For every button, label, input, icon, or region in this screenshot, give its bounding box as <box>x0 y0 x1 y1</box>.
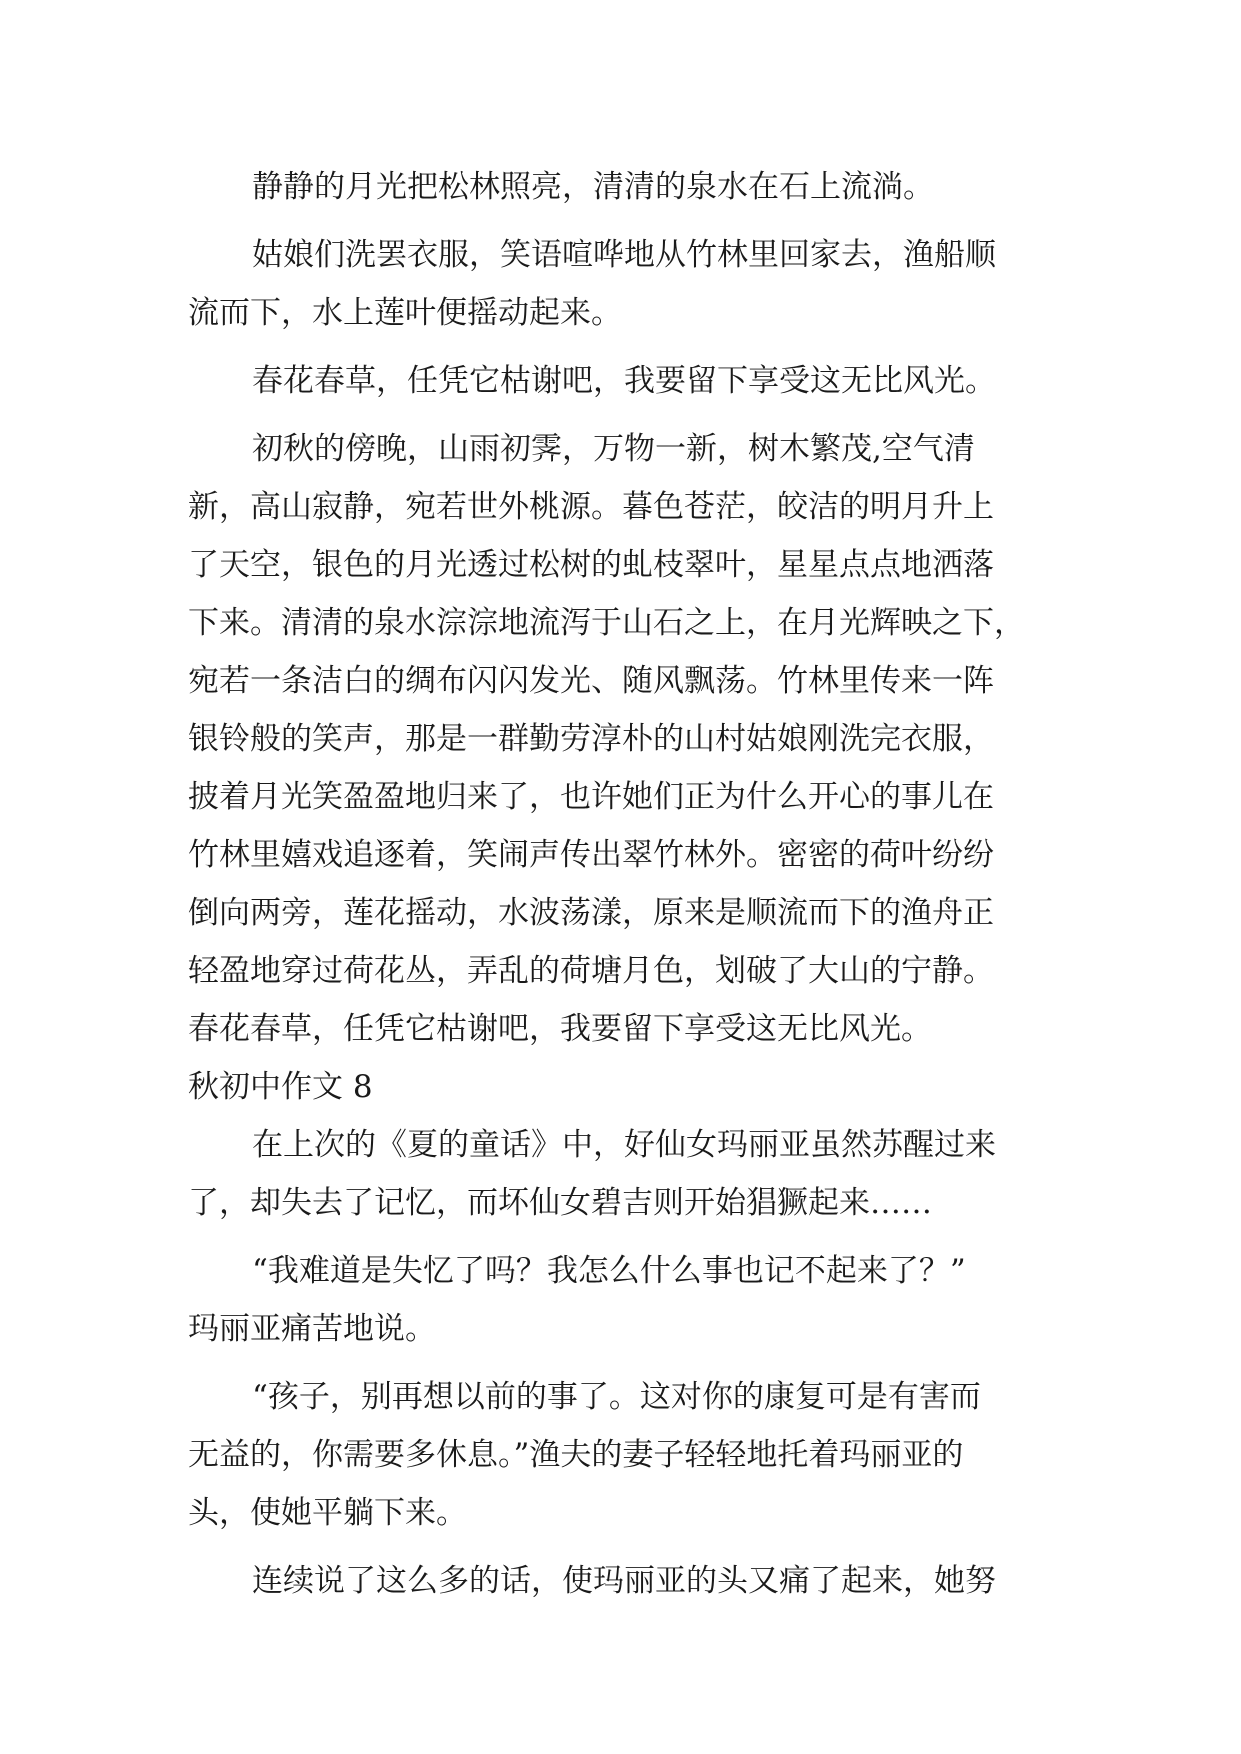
text-line: 新，高山寂静，宛若世外桃源。暮色苍茫，皎洁的明月升上 <box>188 489 994 525</box>
text-line: 无益的，你需要多休息。”渔夫的妻子轻轻地托着玛丽亚的 <box>188 1437 964 1473</box>
text-line: 初秋的傍晚，山雨初霁，万物一新，树木繁茂,空气清 <box>252 431 975 467</box>
text-line: “孩子，别再想以前的事了。这对你的康复可是有害而 <box>252 1379 981 1415</box>
text-line: 流而下，水上莲叶便摇动起来。 <box>188 295 622 331</box>
document-body <box>188 158 1068 1610</box>
text-line: 竹林里嬉戏追逐着，笑闹声传出翠竹林外。密密的荷叶纷纷 <box>188 837 994 873</box>
text-line: 头，使她平躺下来。 <box>188 1495 467 1531</box>
text-line: 春花春草，任凭它枯谢吧，我要留下享受这无比风光。 <box>188 1011 932 1047</box>
text-line: 倒向两旁，莲花摇动，水波荡漾，原来是顺流而下的渔舟正 <box>188 895 994 931</box>
text-line: 玛丽亚痛苦地说。 <box>188 1311 436 1347</box>
text-line: 银铃般的笑声，那是一群勤劳淳朴的山村姑娘刚洗完衣服， <box>188 721 994 757</box>
text-line: 连续说了这么多的话，使玛丽亚的头又痛了起来，她努 <box>252 1563 996 1599</box>
text-line: 宛若一条洁白的绸布闪闪发光、随风飘荡。竹林里传来一阵 <box>188 663 994 699</box>
text-line: 了天空，银色的月光透过松树的虬枝翠叶，星星点点地洒落 <box>188 547 994 583</box>
text-line: 了，却失去了记忆，而坏仙女碧吉则开始猖獗起来…… <box>188 1185 932 1221</box>
text-line: 下来。清清的泉水淙淙地流泻于山石之上，在月光辉映之下， <box>188 605 1025 641</box>
text-line: 春花春草，任凭它枯谢吧，我要留下享受这无比风光。 <box>252 363 996 399</box>
text-line: 轻盈地穿过荷花丛，弄乱的荷塘月色，划破了大山的宁静。 <box>188 953 994 989</box>
text-line: 在上次的《夏的童话》中，好仙女玛丽亚虽然苏醒过来 <box>252 1127 996 1163</box>
text-line: “我难道是失忆了吗？我怎么什么事也记不起来了？” <box>252 1253 966 1289</box>
text-line: 静静的月光把松林照亮，清清的泉水在石上流淌。 <box>252 169 934 205</box>
text-line: 披着月光笑盈盈地归来了，也许她们正为什么开心的事儿在 <box>188 779 994 815</box>
text-line: 姑娘们洗罢衣服，笑语喧哗地从竹林里回家去，渔船顺 <box>252 237 996 273</box>
section-heading: 秋初中作文 8 <box>188 1069 373 1105</box>
